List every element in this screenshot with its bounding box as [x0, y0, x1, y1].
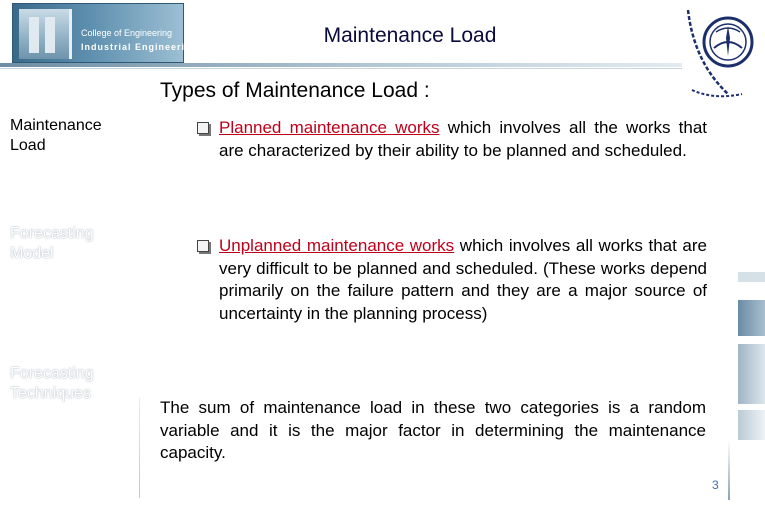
logo-line-1: College of Engineering [81, 28, 173, 38]
decor-strip [738, 410, 765, 440]
logo-line-2: Industrial Engineering [81, 42, 199, 52]
bullet-unplanned [219, 235, 707, 325]
decor-strip [738, 344, 765, 404]
bullet-unplanned-text: which involves all works that are very difficult to be planned and scheduled. (These works depend primarily on the failure pattern and they are a major source of uncertainty in the planning process) [219, 236, 708, 323]
header-divider-thin [0, 68, 682, 69]
footer-divider [728, 440, 730, 500]
bullet-planned [219, 117, 707, 162]
section-subtitle: Types of Maintenance Load : [160, 79, 430, 102]
slide-title: Maintenance Load [323, 24, 497, 47]
bullet-square-icon [196, 239, 210, 253]
page-number: 3 [712, 478, 719, 492]
sidebar [0, 70, 140, 500]
bullet-square-icon [196, 121, 210, 135]
university-seal-icon [684, 2, 764, 102]
sidebar-item-forecasting-model[interactable]: Forecasting Model [10, 225, 94, 262]
sidebar-divider [139, 398, 140, 498]
term-unplanned: Unplanned maintenance works [219, 236, 455, 255]
summary-paragraph: The sum of maintenance load in these two categories is a random variable and it is the major factor in determining the maintenance capacity. [160, 398, 706, 462]
term-planned: Planned maintenance works [219, 118, 440, 137]
bullet-planned-text: which involves all the works that are characterized by their ability to be planned and scheduled. [219, 118, 707, 160]
decor-strip [738, 272, 765, 282]
building-image [19, 9, 72, 59]
sidebar-item-forecasting-techniques[interactable]: Forecasting Techniques [10, 365, 94, 402]
decor-strip [738, 300, 765, 336]
sidebar-item-maintenance-load[interactable]: Maintenance Load [10, 117, 102, 154]
college-logo [12, 3, 199, 63]
header-divider [0, 63, 682, 67]
